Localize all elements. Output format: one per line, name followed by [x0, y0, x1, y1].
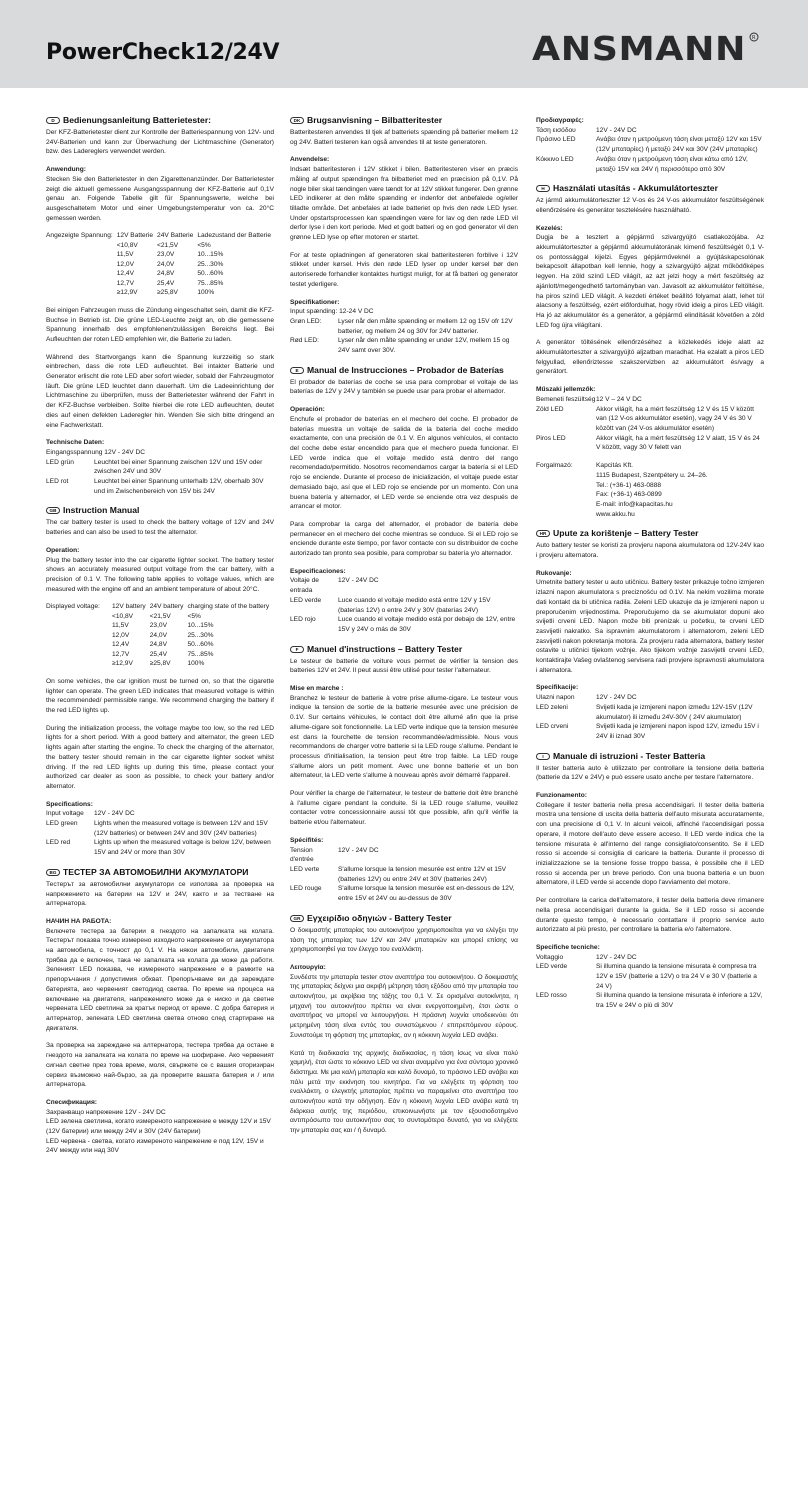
language-badge-icon: F: [290, 646, 304, 653]
voltage-table-header: [46, 231, 275, 241]
language-section: [536, 528, 764, 741]
spec-value: 12 V – 24 V DC: [596, 395, 642, 403]
paragraph: Тестерът за автомобилни акумулатори се използва за проверка на напрежението на батерии на 12V и 24V, както и за тестване на алтернатора.: [46, 880, 274, 908]
subheading: Especificaciones:: [290, 567, 346, 575]
voltage-table-cell: <21,5V: [149, 612, 171, 620]
subheading: Kezelés:: [536, 224, 563, 232]
spec-row: [536, 703, 764, 722]
section-heading: [290, 115, 518, 126]
voltage-table-cell: <5%: [187, 612, 201, 620]
voltage-table-cell: 12,7V: [112, 650, 130, 658]
spec-value: Tel.: (+36-1) 463-0888: [596, 481, 662, 489]
brand-logo: [532, 30, 760, 64]
spec-row: [290, 596, 518, 615]
spec-value: 12V - 24V DC: [94, 810, 135, 818]
spec-row: [290, 884, 518, 903]
voltage-table-cell: ≥25,8V: [157, 289, 178, 297]
spec-key: Τάση εισόδου: [536, 126, 576, 134]
voltage-table-cell: 10...15%: [187, 622, 214, 630]
spec-value: www.akku.hu: [596, 510, 635, 518]
spec-row: [536, 991, 764, 1010]
spec-row: [536, 693, 764, 703]
paragraph: Der KFZ-Batterietester dient zur Kontrolle der Batteriespannung von 12V- und 24V-Batterien und kann zur Überwachung der Lichtmaschine (Generator) bzw. des Ladereglers verwendet werden.: [46, 129, 274, 156]
language-section: [290, 913, 518, 1136]
voltage-table-cell: 75...85%: [187, 650, 214, 658]
spec-row: [290, 576, 518, 595]
spec-line: Eingangsspannung 12V - 24V DC: [46, 448, 145, 456]
spec-row: [536, 500, 764, 510]
subheading: Technische Daten:: [46, 439, 105, 447]
voltage-table-spacer: [46, 631, 112, 641]
paragraph: Collegare il tester batteria nella presa accendisigari. Il tester della batteria mostra una tensione di uscita della batteria dell'auto misurata accuratamente, con una precisione di 0,1 V. In alcuni veicoli, affinché l'accendisigari possa operare, il motore dell'auto deve essere acceso. Il LED verde indica che la tensione misurata è all'interno del range consigliato/consentito. Se il LED rosso si accende si consiglia di caricare la batteria. Durante il processo di inizializzazione se la tensione fosse troppo bassa, è possibile che il LED rosso si accenda per un breve periodo. Con una buona batteria e un buon alternatore, il LED verde si accende dopo l'avviamento del motore.: [536, 801, 764, 887]
paragraph: A generátor töltésének ellenőrzéséhez a közlekedés ideje alatt az akkumulátorteszter a szivargyújtó aljzatban maradhat. Ha ezalatt a piros LED felgyullad, ellenőriztesse szakszervizben az akkumulátort és/vagy a generátort.: [536, 339, 764, 376]
language-section: [290, 115, 518, 356]
section-heading-text: Használati utasítás - Akkumulátorteszter: [553, 183, 718, 194]
voltage-table-row: [46, 659, 273, 669]
spec-key: Grøn LED:: [290, 317, 322, 325]
voltage-table-cell: 23,0V: [149, 622, 167, 630]
spec-key: Πράσινο LED: [536, 136, 576, 144]
spec-key: [536, 510, 596, 520]
voltage-table-row: [46, 279, 275, 289]
language-badge-icon: BG: [46, 869, 60, 876]
spec-value: E-mail: info@kapacitas.hu: [596, 500, 673, 508]
spec-key: LED rot: [46, 478, 69, 486]
spec-row: [536, 155, 764, 174]
subheading: Mise en marche :: [290, 685, 344, 693]
language-badge-icon: HR: [536, 530, 550, 537]
paragraph: The car battery tester is used to check the battery voltage of 12V and 24V batteries and can also be used to test the alternator.: [46, 519, 274, 537]
section-heading: [536, 751, 764, 762]
spec-key: Forgalmazó:: [536, 462, 573, 470]
paragraph: Bei einigen Fahrzeugen muss die Zündung eingeschaltet sein, damit die KFZ-Buchse in Betrieb ist. Die grüne LED-Leuchte zeigt an, ob die gemessene Spannung innerhalb des empfohlenen/zulässigen Bereichs liegt. Bei Aufleuchten der roten LED empfehlen wir, die Batterie zu laden.: [46, 306, 274, 343]
subheading: Specifikationer:: [290, 298, 340, 306]
spec-value: S'allume lorsque la tension mesurée est entre 12V et 15V (batteries 12V) ou entre 24V et 30V (batteries 24V): [338, 866, 507, 883]
paragraph: Κατά τη διαδικασία της αρχικής διαδικασίας, η τάση ίσως να είναι πολύ χαμηλή, έτσι ώστε το κόκκινο LED να είναι αναμμένο για ένα σύντομο χρονικό διάστημα. Με μια καλή μπαταρία και καλό δυναμό, το πράσινο LED ανάβει και πάλι μετά την εκκίνηση του κινητήρα. Για να ελέγξετε τη φόρτιση του εναλλάκτη, ο ελεγκτής μπαταρίας πρέπει να παραμείνει στο αναπτήρα του αυτοκινήτου κατά την οδήγηση. Εάν η κόκκινη λυχνία LED ανάβει κατά τη διάρκεια αυτής της περιόδου, επικοινωνήστε με τον εξουσιοδοτημένο αντιπρόσωπο του αυτοκινήτου σας το συντομότερο δυνατό, για να ελέγξετε την μπαταρία σας και / ή δυναμό.: [290, 1049, 518, 1135]
language-badge-icon: GB: [46, 507, 60, 514]
voltage-table-cell: <10,8V: [112, 612, 134, 620]
spec-value: Ανάβει όταν η μετρούμενη τάση είναι κάτω από 12V, μεταξύ 15V και 24V ή περισσότερο από 30V: [596, 155, 748, 173]
subheading: Anwendung:: [46, 166, 86, 174]
spec-value: Svijetli kada je izmjereni napon između 12V-15V (12V akumulator) ili između 24V-30V ( 24V akumulator): [596, 703, 753, 721]
paragraph: On some vehicles, the car ignition must be turned on, so that the cigarette lighter can operate. The green LED indicates that measured voltage is within the recommended/ permissible range. We recommend charging the battery if the red LED lights up.: [46, 677, 274, 715]
voltage-table-cell: ≥12,9V: [112, 660, 133, 668]
section-heading-text: Brugsanvisning – Bilbatteritester: [307, 115, 443, 125]
spec-line: Захранващо напрежение 12V - 24V DC: [46, 1108, 166, 1116]
paragraph: Il tester batteria auto è utilizzato per controllare la tensione della batteria (batterie da 12V e 24V) e può essere usato anche per testare l'alternatore.: [536, 764, 764, 782]
spec-row: [536, 126, 764, 136]
spec-key: LED green: [46, 820, 78, 828]
voltage-table-cell: 25...30%: [197, 260, 224, 268]
language-badge-icon: DK: [290, 117, 304, 124]
section-heading-text: Upute za korištenje – Battery Tester: [553, 528, 699, 539]
section-heading-text: Manuel d'instructions – Battery Tester: [307, 643, 463, 654]
spec-row: [536, 510, 764, 520]
subheading: Operación:: [290, 406, 325, 414]
voltage-table-row: [46, 250, 275, 260]
spec-key: LED verde: [536, 963, 568, 971]
paragraph: For at teste opladningen af generatoren skal batteritesteren forblive i 12V stikket under kørsel. Hvis den røde LED lyser op under kørsel bør den autoriserede forhandler kontaktes hurtigst muligt, for at få batteri og generator testet yderligere.: [290, 251, 518, 288]
paragraph: Συνδέστε την μπαταρία tester στον αναπτήρα του αυτοκινήτου. Ο δοκιμαστής της μπαταρίας δείχνει μια ακριβή μέτρηση τάση εξόδου από την μπαταρία του αυτοκινήτου, με ακρίβεια της τάξης του 0,1 V. Σε ορισμένα αυτοκίνητα, η μηχανή του αυτοκινήτου πρέπει να είναι ενεργοποιημένη, έτσι ώστε ο αναπτήρας να μπορεί να λειτουργήσει. Η πράσινη λυχνία υποδεικνύει ότι μετρημένη τάση είναι εντός του συνιστώμενου / επιτρεπόμενου εύρους. Συνιστούμε τη φόρτιση της μπαταρίας, αν η κόκκινη λυχνία LED ανάβει.: [290, 973, 518, 1039]
subheading: Anvendelse:: [290, 156, 330, 164]
voltage-table-label: Displayed voltage:: [46, 603, 100, 611]
spec-value: Lyser når den målte spænding er mellem 12 og 15V ofr 12V batterier, og mellem 24 og 30V for 24V batterier.: [338, 317, 513, 335]
spec-row: [536, 471, 764, 481]
section-heading: [290, 365, 518, 376]
voltage-table-cell: 12,4V: [112, 641, 130, 649]
spec-row: [46, 477, 274, 496]
spec-key: LED verte: [290, 866, 320, 873]
voltage-table-cell: 24,0V: [157, 260, 175, 268]
paragraph: Ο δοκιμαστής μπαταρίας του αυτοκινήτου χρησιμοποιείται για να ελέγξει την τάση της μπαταρίας των 12V και 24V μπαταριών και μπορεί επίσης να χρησιμοποιηθεί για τον έλεγχο του εναλλάκτη.: [290, 926, 518, 954]
paragraph: Branchez le testeur de batterie à votre prise allume-cigare. Le testeur vous indique la tension de sortie de la batterie mesurée avec une précision de 0.1V. Sur certains véhicules, le contact doit être allumé afin que la prise allume-cigare soit fonctionnelle. La LED verte indique que la tension mesurée est dans la fourchette de tension recommandée/admissible. Nous vous recommandons de charger votre batterie si la LED rouge s'allume. Pendant le processus d'initialisation, la tension peut être trop faible. La LED rouge s'allume alors un petit moment. Avec une bonne batterie et un bon alternateur, la LED verte s'allume à nouveau après avoir démarré l'appareil.: [290, 694, 518, 780]
spec-row: [536, 722, 764, 741]
voltage-table-head-cell: 24V Batterie: [157, 232, 194, 240]
voltage-table-head-cell: charging state of the battery: [187, 603, 270, 611]
brand-logo-text: ANSMANN: [532, 30, 746, 64]
spec-value: Leuchtet bei einer Spannung unterhalb 12V, oberhalb 30V und im Zwischenbereich von 15V bis 24V: [94, 478, 264, 495]
spec-row: [290, 865, 518, 884]
paragraph: Per controllare la carica dell'alternatore, il tester della batteria deve rimanere nella presa accendisigari durante la guida. Se il LED rosso si accende durante questo tempo, è necessario contattare il proprio service auto autorizzato al più presto, per controllare la batteria e/o l'alternatore.: [536, 897, 764, 934]
voltage-table-cell: <5%: [197, 241, 211, 249]
voltage-table: [46, 602, 273, 669]
spec-key: Voltaggio: [536, 953, 564, 961]
spec-row: [290, 336, 518, 355]
spec-row: [536, 405, 764, 434]
spec-row: [46, 809, 274, 819]
spec-key: [536, 471, 596, 481]
voltage-table-header: [46, 602, 273, 612]
language-badge-icon: E: [290, 367, 304, 374]
language-section: [290, 365, 518, 635]
voltage-table-cell: 12,7V: [116, 279, 134, 287]
spec-value: Kapcitás Kft.: [596, 462, 634, 470]
spec-value: Fax: (+36-1) 463-0899: [596, 491, 662, 499]
spec-row: [46, 838, 274, 857]
paragraph: Dugja be a tesztert a gépjármű szivargyújtó csatlakozójába. Az akkumulátorteszter a gépjármű akkumulátorának kimenő feszültségét 0,1 V-os pontossággal kijelzi. Egyes gépjárműveknél a gyújtáskapcsolónak bekapcsolt állapotban kell lennie, hogy a szivargyújtó aljzat működőképes legyen. Ha zöld színű LED világít, az azt jelzi hogy a mért feszültség az ajánlott/megengedhető tartományban van. Javasolt az akkumulátor feltöltése, ha piros színű LED világít. A kezdeti értéket beállító folyamat alatt, lehet túl alacsony a feszültség, ezért előfordulhat, hogy rövid ideig a piros LED világít. Ha jó az akkumulátor és a generátor, a gépjármű elindítását követően a zöld LED fog újra világítani.: [536, 234, 764, 329]
spec-value: 12V - 24V DC: [338, 577, 379, 585]
section-heading: [536, 528, 764, 539]
spec-value: Leuchtet bei einer Spannung zwischen 12V und 15V oder zwischen 24V und 30V: [94, 458, 263, 476]
language-section: [46, 505, 274, 857]
voltage-table-cell: 100%: [197, 289, 215, 297]
section-heading: [46, 115, 274, 126]
paragraph: За проверка на зареждане на алтернатора, тестера трябва да остане в гнездото на запалката на колата по време на шофиране. Ако червеният сигнал светне през това време, моля, свържете се с вашия оторизиран сервиз възможно най-бързо, за да проверите вашата батерия и / или алтернатора.: [46, 1042, 274, 1089]
voltage-table-cell: 50...60%: [187, 641, 214, 649]
language-section: [536, 751, 764, 1011]
voltage-table-cell: <10,8V: [116, 241, 138, 249]
section-heading: [290, 913, 518, 924]
spec-key: LED rojo: [290, 616, 316, 624]
paragraph: Umetnite battery tester u auto utičnicu. Battery tester prikazuje točno izmjeren izlazni napon akumulatora s preciznošću od 0.1V. Na nekim vozilima morate dati kontakt da bi utičnica radila. Zeleni LED ukazuje da je izmjereni napon u preporučenim vrijednostima. Preporučujemo da se akumulator dopuni ako svijetli crveni LED. Napon može biti prenizak u početku, te crveni LED zasvijetli nakratko. Sa ispravnim akumulatorom i alternatorom, zeleni LED zasvijetli nakon pokretanja motora. Za provjeru rada alternatora, battery tester ostavite u utičnici tijekom vožnje. Ako tijekom vožnje zasvijetli crveni LED, kontaktirajte Vašeg ovlaštenog servisera radi provjere ispravnosti akumulatora i alternatora.: [536, 579, 764, 674]
subheading: НАЧИН НА РАБОТА:: [46, 917, 112, 925]
spec-row: [46, 819, 274, 838]
paragraph: Pour vérifier la charge de l'alternateur, le testeur de batterie doit être branché à l'allume cigare pendant la conduite. Si la LED rouge s'allume, veuillez contacter votre concessionnaire aussi tôt que possible, afin qu'il vérifie la batterie et/ou l'alternateur.: [290, 790, 518, 827]
spec-value: S'allume lorsque la tension mesurée est en-dessous de 12V, entre 15V et 24V ou au-dessus de 30V: [338, 885, 515, 903]
language-section: [536, 183, 764, 519]
voltage-table-row: [46, 631, 273, 641]
voltage-table-spacer: [46, 640, 112, 650]
language-section: [290, 644, 518, 904]
voltage-table-row: [46, 241, 275, 251]
voltage-table-cell: ≥12,9V: [116, 289, 138, 297]
paragraph: Para comprobar la carga del alternador, el probador de batería debe permanecer en el mechero del coche mientras se conduce. Si el LED rojo se enciende durante este tiempo, por favor contacte con su distribuidor de coche autorizado tan pronto sea posible, para comprobar su batería y/o alternador.: [290, 520, 518, 558]
paragraph: Indsæt batteritesteren i 12V stikket i bilen. Batteritesteren viser en præcis måling af output spændingen fra bilbatteriet med en præcision på 0,1V. På nogle biler skal tændingen være tændt for at 12V stikket fungerer. Den grønne LED indikerer at den målte spænding er indenfor det anbefalede og/eller tilladte område. Det anbefales at lade batteriet op hvis den røde LED lyser. Under opstartsprocessen kan spændingen være for lav og den røde LED vil derfor lyse i den kort periode. Med et godt batteri og en god generator vil den grønne LED lyse op efter motoren er startet.: [290, 166, 518, 242]
spec-value: Akkor világít, ha a mért feszültség 12 V és 15 V között van (12 V-os akkumulátor esetén), vagy 24 V és 30 V között van (24 V-os akkumulátor esetén): [596, 405, 754, 432]
paragraph: Enchufe el probador de baterías en el mechero del coche. El probador de baterías muestra un voltaje de salida de la batería del coche medido exactamente, con una precisión de 0.1 V. En algunos vehículos, el contacto del coche debe estar encendido para que el mechero pueda funcionar. El LED verde indica que el voltaje medido está dentro del rango recomendado/permitido. Nosotros recomendamos cargar la batería si el LED rojo se enciende. Durante el proceso de inicialización, el voltaje puede estar demasiado bajo, así que el LED rojo se enciende por un momento. Con una buena batería y alternador, el LED verde se enciende otra vez después de arrancar el motor.: [290, 415, 518, 511]
spec-key: Rød LED:: [290, 337, 319, 345]
voltage-table-cell: 11,5V: [112, 622, 129, 630]
spec-value: 12V - 24V DC: [338, 846, 379, 854]
voltage-table-spacer: [46, 612, 112, 622]
column-3: [536, 115, 764, 1020]
subheading: Funzionamento:: [536, 792, 587, 800]
paragraph: Batteritesteren anvendes til tjek af batteriets spænding på batterier mellem 12 og 24V. Batteri testeren kan også anvendes til at teste generatoren.: [290, 129, 518, 146]
spec-row: [536, 434, 764, 453]
voltage-table-spacer: [46, 650, 112, 660]
section-heading-text: Manuale di istruzioni - Tester Batteria: [553, 750, 706, 761]
subheading: Műszaki jellemzők:: [536, 386, 596, 394]
spec-key: Κόκκινο LED: [536, 155, 574, 163]
subheading: Rukovanje:: [536, 569, 572, 577]
voltage-table-cell: 25,4V: [157, 279, 175, 287]
spec-key: Zöld LED: [536, 405, 564, 413]
spec-key: Voltaje de entrada: [290, 577, 319, 595]
section-heading: [290, 644, 518, 655]
voltage-table: [46, 231, 275, 298]
spec-value: Ανάβει όταν η μετρούμενη τάση είναι μεταξύ 12V και 15V (12V μπαταρίες) ή μεταξύ 24V και 30V (24V μπαταρίες): [596, 136, 762, 154]
spec-key: LED verde: [290, 596, 322, 604]
spec-key: Tension d'entrée: [290, 846, 314, 864]
spec-value: 12V - 24V DC: [596, 694, 637, 702]
spec-key: LED rosso: [536, 992, 567, 1000]
voltage-table-cell: <21,5V: [157, 241, 179, 249]
spec-value: 12V - 24V DC: [596, 953, 637, 961]
paragraph: Stecken Sie den Batterietester in den Zigarettenanzünder. Der Batterietester zeigt die aktuell gemessene Ausgangsspannung der KFZ-Batterie auf 0,1V genau an. Folgende Tabelle gilt für Spannungswerte, welche bei ausgeschaltetem Motor und einer Umgebungstemperatur von ca. 20°C gemessen werden.: [46, 175, 274, 222]
voltage-table-spacer: [46, 241, 117, 251]
spec-key: LED rouge: [290, 885, 322, 893]
subheading: Specifications:: [46, 800, 93, 808]
spec-row: [536, 461, 764, 471]
spec-row: [290, 846, 518, 865]
paragraph: Plug the battery tester into the car cigarette lighter socket. The battery tester shows an accurately measured output voltage from the car battery, with a precision of 0.1 V. The following table applies to voltage values, which are measured with the engine off and an ambient temperature of about 20°C.: [46, 556, 274, 593]
spec-value: Luce cuando el voltaje medido está por debajo de 12V, entre 15V y 24V o más de 30V: [338, 616, 516, 633]
voltage-table-cell: 25...30%: [187, 631, 214, 639]
spec-key: LED grün: [46, 458, 74, 466]
subheading: Spécifités:: [290, 836, 324, 844]
spec-line: LED червена - светва, когато измереното напрежение е под 12V, 15V и 24V между или над 30V: [46, 1137, 264, 1155]
voltage-table-spacer: [46, 260, 117, 270]
voltage-table-row: [46, 288, 275, 298]
paragraph: El probador de baterías de coche se usa para comprobar el voltaje de las baterías de 12V y 24V y también se puede usar para probar el alternador.: [290, 378, 518, 396]
spec-row: [290, 317, 518, 336]
column-1: [46, 115, 274, 1165]
section-heading: [46, 867, 274, 878]
section-heading-text: Εγχειρίδιο οδηγιών - Battery Tester: [307, 912, 452, 923]
voltage-table-cell: 12,0V: [112, 631, 130, 639]
voltage-table-row: [46, 640, 273, 650]
spec-key: LED zeleni: [536, 703, 568, 711]
subheading: Спесификация:: [46, 1098, 97, 1106]
subheading: Operation:: [46, 546, 80, 554]
paragraph: Le testeur de batterie de voiture vous permet de vérifier la tension des batteries 12V et 24V. Il peut aussi être utilisé pour tester l'alternateur.: [290, 657, 518, 675]
spacer: [536, 453, 764, 461]
language-section: [536, 116, 764, 174]
voltage-table-row: [46, 612, 273, 622]
voltage-table-spacer: [46, 269, 117, 279]
voltage-table-cell: 11,5V: [116, 251, 134, 259]
voltage-table-row: [46, 650, 273, 660]
voltage-table-cell: 24,8V: [157, 270, 175, 278]
spec-row: [536, 481, 764, 491]
voltage-table-cell: 50...60%: [197, 270, 224, 278]
voltage-table-head-cell: 24V battery: [149, 603, 184, 611]
voltage-table-cell: 12,0V: [116, 260, 134, 268]
section-heading-text: Bedienungsanleitung Batterietester:: [63, 115, 212, 125]
language-badge-icon: I: [536, 753, 550, 760]
registered-mark-letter: R: [752, 35, 756, 41]
spec-value: 1115 Budapest, Szentpétery u. 24–26.: [596, 471, 708, 479]
voltage-table-spacer: [46, 279, 117, 289]
voltage-table-spacer: [46, 621, 112, 631]
voltage-table-cell: 100%: [187, 660, 205, 668]
paragraph: Включете тестера за батерии в гнездото на запалката на колата. Тестерът показва точно измерено изходното напрежение от акумулатора на автомобила, с точност до 0,1 V. На някои автомобили, двигателя трябва да е включен, така че запалката на колата да може да работи. Зеленият LED показва, че измереното напрежение е в рамките на препоръчания / допустимия обхват. Препоръчваме ви да зареждате батерията, ако червеният светодиод светва. По време на процеса на включване на двигателя, напрежението може да е ниско и да светне червената LED светлина за кратък период от време. С добра батерия и алтернатор, зелената LED светлина светва отново след стартиране на двигателя.: [46, 927, 274, 1032]
spec-line: LED зелена светлина, когато измереното напрежение е между 12V и 15V (12V батерии) или между 24V и 30V (24V батерии): [46, 1118, 271, 1136]
voltage-table-row: [46, 269, 275, 279]
spec-row: [536, 962, 764, 991]
subheading: Specifiche tecniche:: [536, 943, 600, 951]
paragraph: Auto battery tester se koristi za provjeru napona akumulatora od 12V-24V kao i provjeru alternatora.: [536, 542, 764, 560]
page-title: PowerCheck12/24V: [46, 40, 280, 65]
voltage-table-cell: 24,0V: [149, 631, 167, 639]
spec-key: [536, 481, 596, 491]
section-heading-text: ТЕСТЕР ЗА АВТОМОБИЛНИ АКУМУЛАТОРИ: [63, 866, 249, 877]
section-heading: [46, 505, 274, 516]
spec-value: Luce cuando el voltaje medido está entre 12V y 15V (baterías 12V) o entre 24V y 30V (baterías 24V): [338, 596, 491, 614]
language-badge-icon: GR: [290, 915, 304, 922]
spec-row: [536, 135, 764, 154]
spec-value: Svijetli kada je izmjereni napon ispod 12V, između 15V i 24V ili iznad 30V: [596, 723, 759, 740]
spec-row: [536, 953, 764, 963]
spec-key: LED red: [46, 839, 71, 847]
voltage-table-row: [46, 621, 273, 631]
voltage-table-label: Angezeigte Spannung:: [46, 232, 113, 240]
language-badge-icon: H: [536, 185, 550, 192]
voltage-table-spacer: [46, 250, 117, 260]
spec-value: Akkor világít, ha a mért feszültség 12 V alatt, 15 V és 24 V között, vagy 30 V felett van: [596, 434, 760, 452]
voltage-table-cell: ≥25,8V: [149, 660, 171, 668]
spec-row: [46, 458, 274, 477]
voltage-table-cell: 10...15%: [197, 251, 224, 259]
spec-key: Input voltage: [46, 810, 84, 818]
spec-key: [536, 490, 596, 500]
voltage-table-cell: 23,0V: [157, 251, 175, 259]
paragraph: Az jármű akkumulátorteszter 12 V-os és 24 V-os akkumulátor feszültségének ellenőrzésére és generátor tesztelésére használható.: [536, 197, 764, 214]
spec-key: LED crveni: [536, 723, 569, 731]
language-section: [46, 867, 274, 1156]
spec-value: Lyser når den målte spænding er under 12V, mellem 15 og 24V samt over 30V.: [338, 337, 510, 355]
spec-row: [290, 615, 518, 634]
voltage-table-spacer: [46, 659, 112, 669]
spec-key: [536, 500, 596, 510]
spec-value: Lights when the measured voltage is between 12V and 15V (12V batteries) or between 24V and 30V (24V batteries): [94, 820, 268, 837]
subheading: Λειτουργία:: [290, 963, 326, 971]
section-heading-text: Instruction Manual: [63, 505, 140, 516]
voltage-table-cell: 75...85%: [197, 279, 224, 287]
voltage-table-cell: 25,4V: [149, 650, 167, 658]
voltage-table-cell: 24,8V: [149, 641, 167, 649]
language-section: [46, 115, 274, 496]
spec-value: Si illumina quando la tensione misurata è compresa tra 12V e 15V (batterie a 12V) o tra 24 V e 30 V (batterie a 24 V): [596, 963, 757, 990]
voltage-table-spacer: [46, 288, 117, 298]
paragraph: During the initialization process, the voltage maybe too low, so the red LED lights for a short period. With a good battery and alternator, the green LED lights again after starting the engine. To check the charging of the alternator, the battery tester should remain in the car cigarette lighter socket whilst driving. If the red LED lights up during this time, please contact your authorized car dealer as soon as possible, to check your battery and/or alternator.: [46, 724, 274, 790]
paragraph: Während des Startvorgangs kann die Spannung kurzzeitig so stark einbrechen, dass die rote LED aufleuchtet. Bei intakter Batterie und Generator erlischt die rote LED aber sofort wieder, sobald der Fahrzeugmotor läuft. Die grüne LED leuchtet dann dauerhaft. Um die Ladeeinrichtung der Lichtmaschine zu überprüfen, muss der Batterietester während der Fahrt in der KFZ-Buchse verbleiben. Sollte hierbei die rote LED aufleuchten, deutet dies auf einen defekten Laderegler hin. Wenden Sie sich bitte dringend an eine Fachwerkstatt.: [46, 353, 274, 429]
spec-key: Ulazni napon: [536, 694, 575, 702]
voltage-table-head-cell: 12V Batterie: [116, 232, 154, 240]
spec-key: Bemeneti feszültség: [536, 395, 596, 403]
voltage-table-head-cell: 12V battery: [112, 603, 146, 611]
spec-value: Lights up when the measured voltage is below 12V, between 15V and 24V or more than 30V: [94, 839, 271, 857]
voltage-table-cell: 12,4V: [116, 270, 134, 278]
section-heading-text: Manual de Instrucciones – Probador de Baterías: [307, 364, 504, 375]
spec-row: [536, 395, 764, 405]
spec-key: Piros LED: [536, 434, 566, 442]
voltage-table-row: [46, 260, 275, 270]
spec-value: 12V - 24V DC: [596, 126, 637, 134]
subheading: Προδιαγραφές:: [536, 117, 584, 124]
section-heading: [536, 183, 764, 194]
spec-line: Input spænding: 12-24 V DC: [290, 308, 374, 316]
column-2: [290, 115, 518, 1145]
voltage-table-head-cell: Ladezustand der Batterie: [197, 232, 272, 240]
subheading: Specifikacije:: [536, 684, 579, 692]
language-badge-icon: D: [46, 117, 60, 124]
spec-value: Si illumina quando la tensione misurata è inferiore a 12V, tra 15V e 24V o più di 30V: [596, 992, 763, 1010]
spec-row: [536, 490, 764, 500]
